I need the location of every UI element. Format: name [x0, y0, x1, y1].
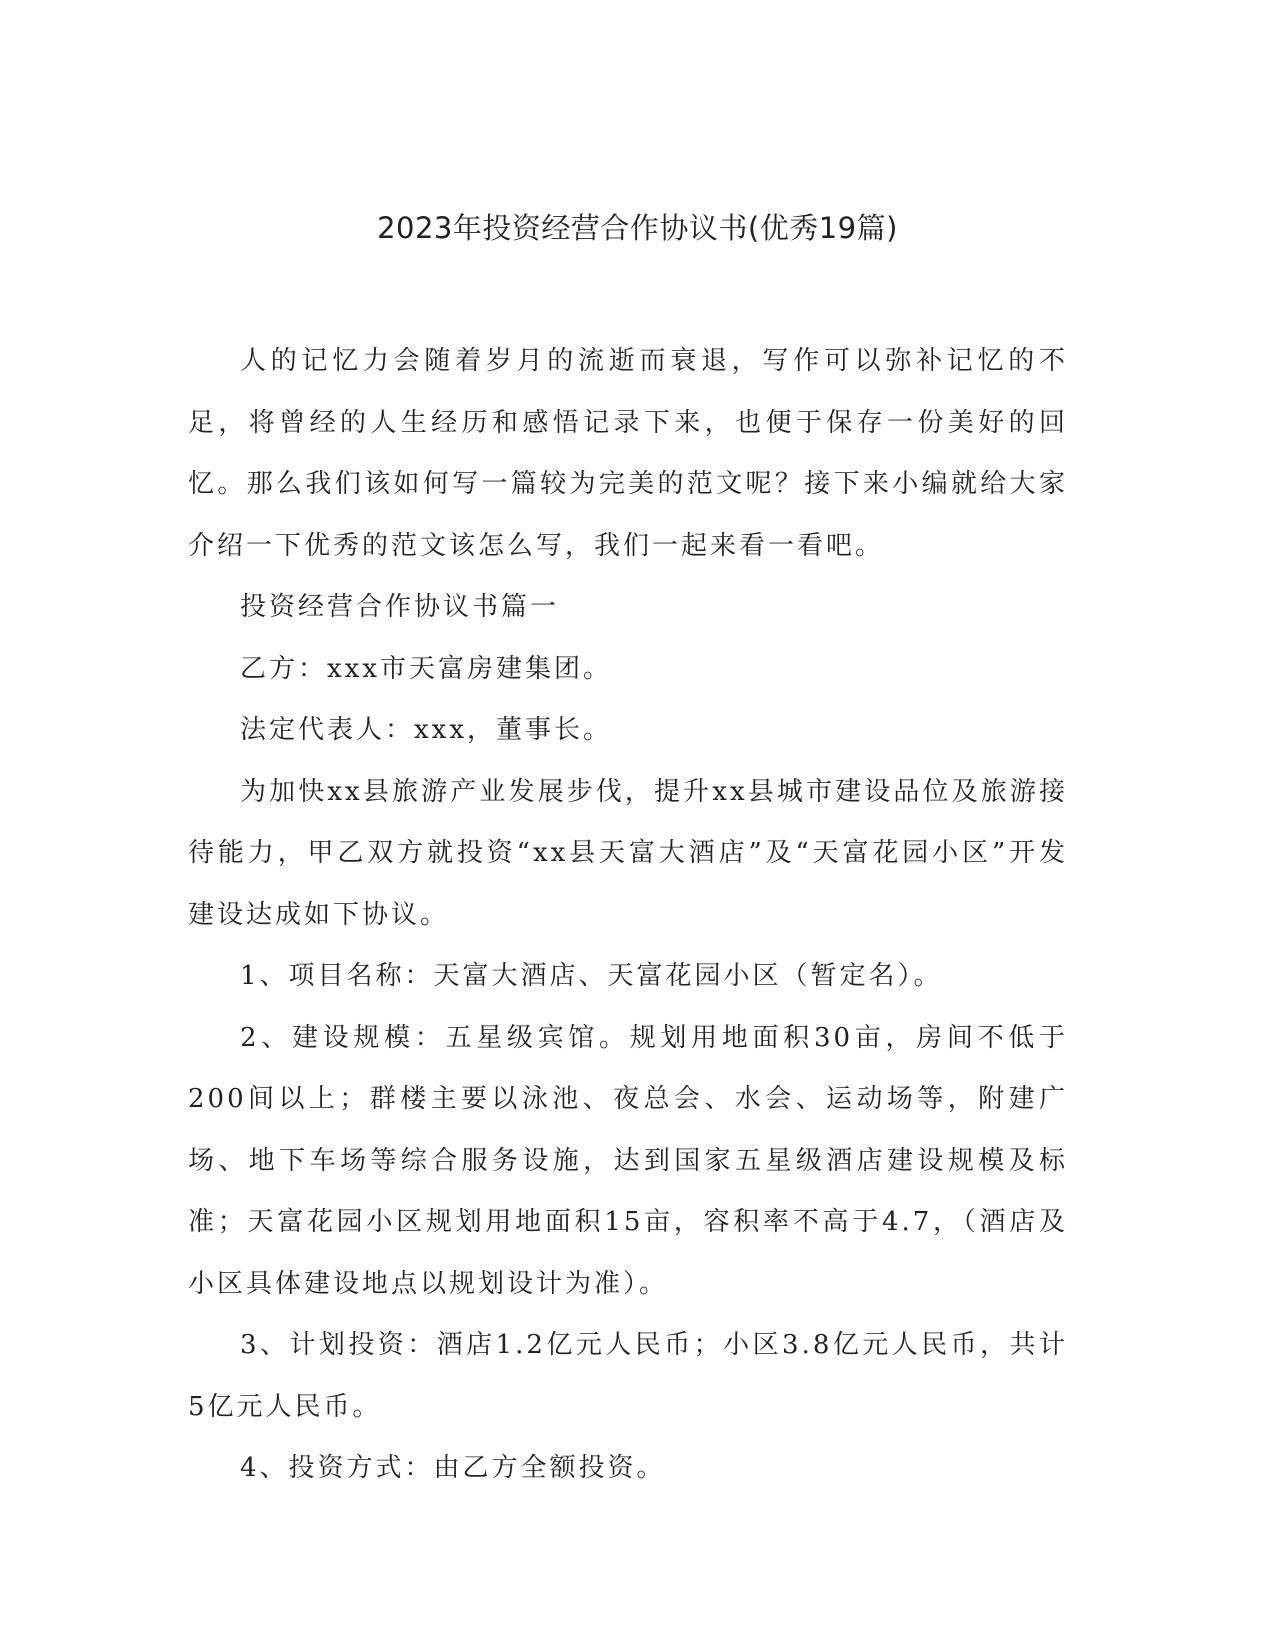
clause-project-name: 1、项目名称：天富大酒店、天富花园小区（暂定名）。	[240, 961, 943, 991]
party-b-line: 乙方：xxx市天富房建集团。	[240, 653, 612, 684]
clause-investment-method: 4、投资方式：由乙方全额投资。	[240, 1453, 666, 1483]
purpose-paragraph: 为加快xx县旅游产业发展步伐，提升xx县城市建设品位及旅游接待能力，甲乙双方就投资“xx县天富大酒店”及“天富花园小区”开发建设达成如下协议。	[188, 776, 1068, 930]
legal-representative-line: 法定代表人：xxx，董事长。	[240, 715, 612, 745]
document-body	[188, 331, 1068, 1500]
clause-planned-investment: 3、计划投资：酒店1.2亿元人民币；小区3.8亿元人民币，共计5亿元人民币。	[188, 1330, 1068, 1422]
clause-construction-scale: 2、建设规模：五星级宾馆。规划用地面积30亩，房间不低于200间以上；群楼主要以泳池、夜总会、水会、运动场等，附建广场、地下车场等综合服务设施，达到国家五星级酒店建设规模及标准；天富花园小区规划用地面积15亩，容积率不高于4.7，（酒店及小区具体建设地点以规划设计为准）。	[188, 1022, 1068, 1299]
section-heading: 投资经营合作协议书篇一	[240, 592, 560, 622]
intro-paragraph: 人的记忆力会随着岁月的流逝而衰退，写作可以弥补记忆的不足，将曾经的人生经历和感悟记录下来，也便于保存一份美好的回忆。那么我们该如何写一篇较为完美的范文呢？接下来小编就给大家介绍一下优秀的范文该怎么写，我们一起来看一看吧。	[188, 346, 1068, 561]
document-title: 2023年投资经营合作协议书(优秀19篇)	[377, 211, 898, 245]
